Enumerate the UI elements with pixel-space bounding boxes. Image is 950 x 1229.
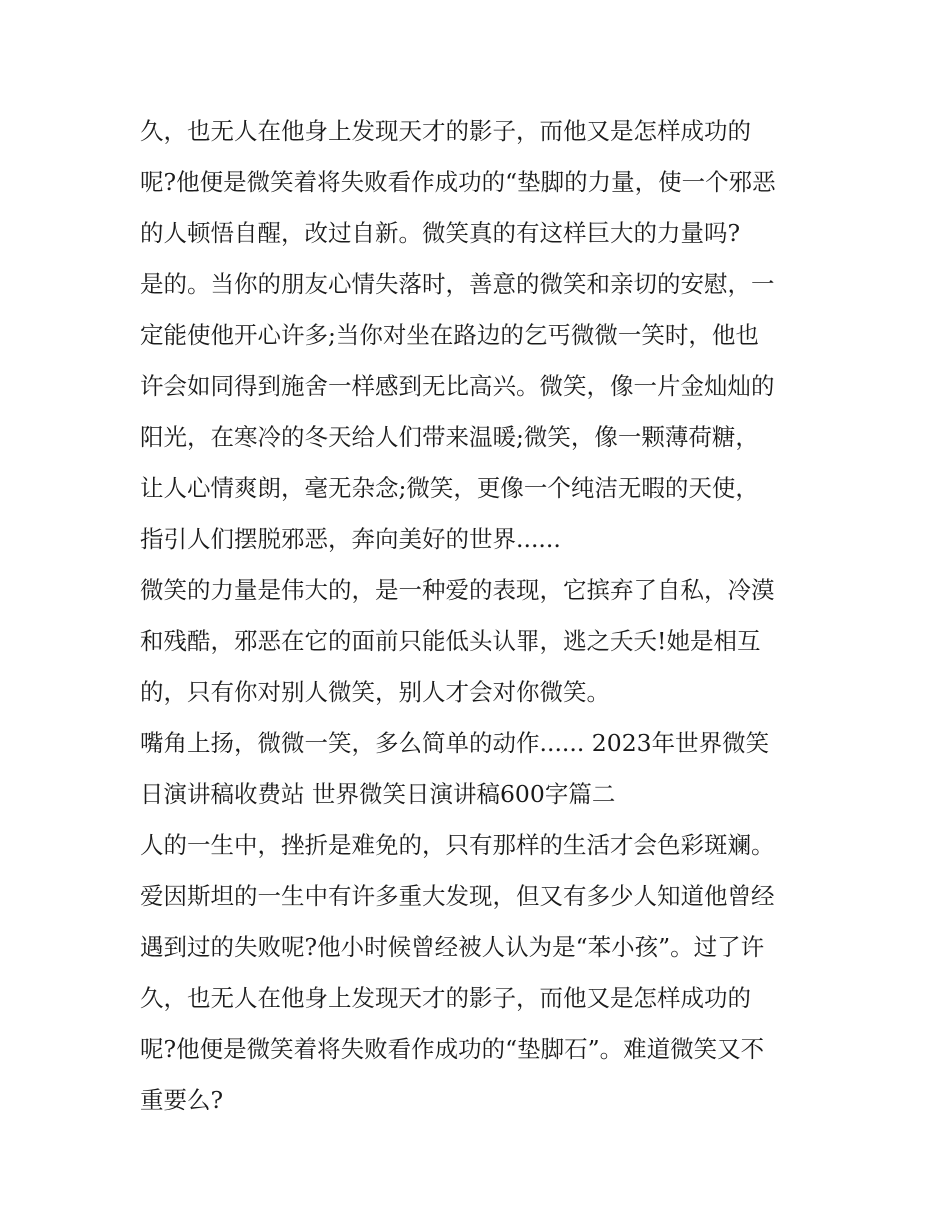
text-line-16: 爱因斯坦的一生中有许多重大发现，但又有多少人知道他曾经 [140,882,775,910]
text-line-3: 的人顿悟自醒，改过自新。微笑真的有这样巨大的力量吗? [140,219,741,247]
text-line-10: 微笑的力量是伟大的，是一种爱的表现，它摈弃了自私，冷漠 [140,576,775,604]
text-line-9: 指引人们摆脱邪恶，奔向美好的世界...... [140,525,561,553]
text-line-20: 重要么? [140,1086,224,1114]
text-line-13: 嘴角上扬，微微一笑，多么简单的动作...... 2023年世界微笑 [140,729,770,757]
text-line-11: 和残酷，邪恶在它的面前只能低头认罪，逃之夭夭!她是相互 [140,627,761,655]
text-line-14: 日演讲稿收费站 世界微笑日演讲稿600字篇二 [140,780,616,808]
document-body [140,106,830,1126]
text-line-19: 呢?他便是微笑着将失败看作成功的“垫脚石”。难道微笑又不 [140,1035,765,1063]
text-line-15: 人的一生中，挫折是难免的，只有那样的生活才会色彩斑斓。 [140,831,775,859]
text-line-7: 阳光，在寒冷的冬天给人们带来温暖;微笑，像一颗薄荷糖， [140,423,759,451]
text-line-6: 许会如同得到施舍一样感到无比高兴。微笑，像一片金灿灿的 [140,372,775,400]
text-line-5: 定能使他开心许多;当你对坐在路边的乞丐微微一笑时，他也 [140,321,759,349]
text-line-12: 的，只有你对别人微笑，别人才会对你微笑。 [140,678,610,706]
text-line-18: 久，也无人在他身上发现天才的影子，而他又是怎样成功的 [140,984,751,1012]
text-line-17: 遇到过的失败呢?他小时候曾经被人认为是“苯小孩”。过了许 [140,933,765,961]
text-line-2: 呢?他便是微笑着将失败看作成功的“垫脚的力量，使一个邪恶 [140,168,776,196]
text-line-4: 是的。当你的朋友心情失落时，善意的微笑和亲切的安慰，一 [140,270,775,298]
text-line-8: 让人心情爽朗，毫无杂念;微笑，更像一个纯洁无暇的天使， [140,474,759,502]
text-line-1: 久，也无人在他身上发现天才的影子，而他又是怎样成功的 [140,117,751,145]
